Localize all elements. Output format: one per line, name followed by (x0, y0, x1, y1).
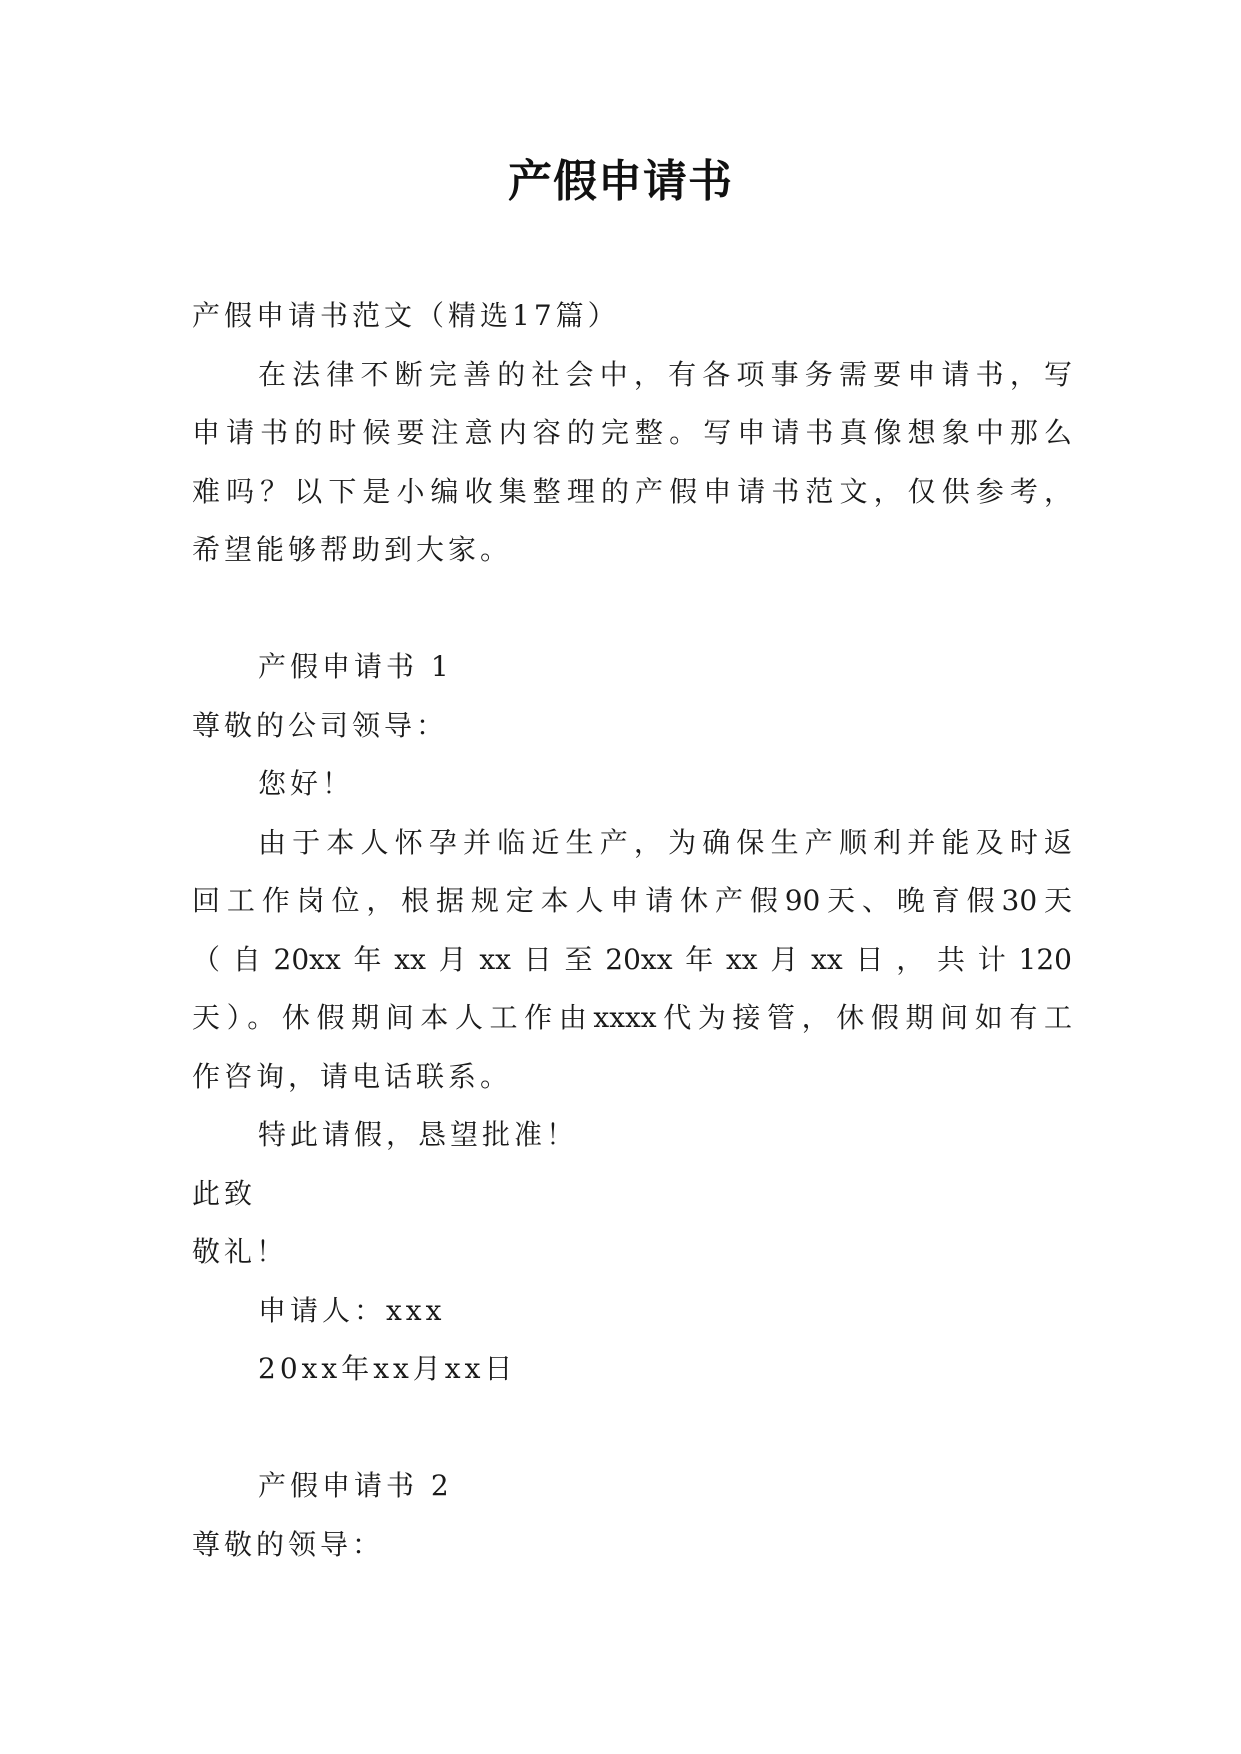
spacer (192, 580, 1072, 639)
intro-line: 申请书的时候要注意内容的完整。写申请书真像想象中那么 (192, 416, 1072, 449)
letter1-greeting: 您好！ (258, 767, 355, 800)
letter1-body-line: （自20xx年xx月xx日至20xx年xx月xx日，共计120 (192, 942, 1072, 976)
document-body (192, 287, 1072, 1574)
letter1-body-line: 天）。休假期间本人工作由xxxx代为接管，休假期间如有工 (192, 1001, 1072, 1034)
letter1-salutation: 尊敬的公司领导： (192, 708, 449, 742)
intro-line: 在法律不断完善的社会中，有各项事务需要申请书，写 (258, 357, 1072, 391)
letter1-closing: 敬礼！ (192, 1235, 289, 1268)
document-subtitle: 产假申请书范文（精选17篇） (192, 299, 620, 332)
letter1-closing: 此致 (192, 1176, 257, 1210)
document-title: 产假申请书 (508, 156, 733, 207)
letter2-heading: 产假申请书 2 (258, 1469, 453, 1502)
letter1-applicant: 申请人：xxx (258, 1293, 446, 1327)
spacer (192, 1399, 1072, 1458)
letter1-body-line: 回工作岗位，根据规定本人申请休产假90天、晚育假30天 (192, 884, 1072, 917)
letter1-body-line: 作咨询，请电话联系。 (192, 1059, 513, 1093)
letter1-body-line: 由于本人怀孕并临近生产，为确保生产顺利并能及时返 (258, 825, 1072, 859)
intro-line: 难吗？以下是小编收集整理的产假申请书范文，仅供参考， (192, 474, 1072, 508)
letter2-salutation: 尊敬的领导： (192, 1527, 385, 1561)
letter1-heading: 产假申请书 1 (258, 650, 453, 683)
letter1-request: 特此请假，恳望批准！ (258, 1118, 579, 1151)
intro-line: 希望能够帮助到大家。 (192, 533, 513, 566)
letter1-date: 20xx年xx月xx日 (258, 1352, 517, 1385)
